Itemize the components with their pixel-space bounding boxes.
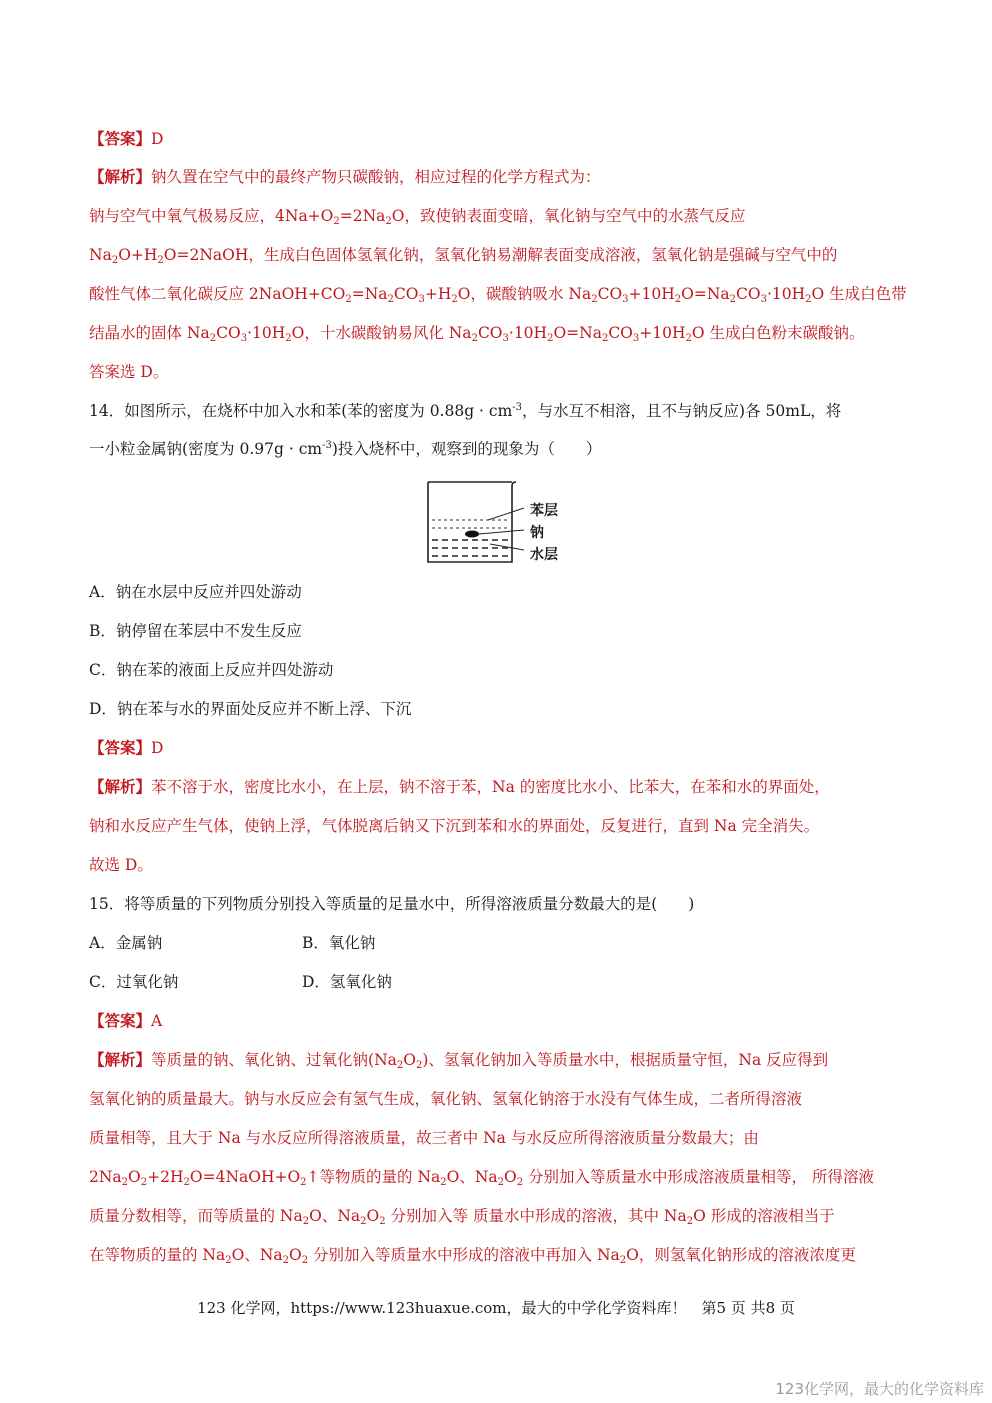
water-layer (432, 540, 508, 556)
leader-water (490, 544, 524, 550)
q13-analysis-line-4: 结晶水的固体 $Na_2CO_3\cdot 10H_2O$，十水碳酸钠易风化 $Na_2CO_3\cdot 10H_2O=Na_2CO_3+10H_2O$ 生成白色粉末碳酸钠。 (89, 324, 865, 344)
figure-label-benzene: 苯层 (530, 503, 558, 519)
q15-analysis-line-1: 【解析】等质量的钠、氧化钠、过氧化钠$(Na_2O_2)$、氢氧化钠加入等质量水中，根据质量守恒，Na 反应得到 (89, 1050, 829, 1071)
figure-label-sodium: 钠 (530, 525, 544, 541)
q14-stem-line-1: 14．如图所示，在烧杯中加入水和苯(苯的密度为 $0.88g \cdot cm^{-3}$，与水互不相溶，且不与钠反应)各 50mL，将 (89, 402, 842, 420)
q15-analysis-line-4: $2Na_2O_2+2H_2O=4NaOH+O_2↑$等物质的量的 $Na_2O$、$Na_2O_2$ 分别加入等质量水中形成溶液质量相等， 所得溶液 (89, 1168, 874, 1188)
q15-options-row-1 (89, 932, 162, 954)
q13-analysis-line-2: $Na_2O+H_2O=2NaOH$，生成白色固体氢氧化钠，氢氧化钠易潮解表面变成溶液，氢氧化钠是强碱与空气中的 (89, 246, 838, 266)
q15-analysis-line-6: 在等物质的量的 $Na_2O$、$Na_2O_2$ 分别加入等质量水中形成的溶液中再加入 $Na_2O$，则氢氧化钠形成的溶液浓度更 (89, 1246, 856, 1266)
q15-options-row-2 (89, 971, 178, 993)
leader-benzene (488, 508, 524, 520)
q15-option-b: B．氧化钠 (302, 934, 376, 952)
benzene-layer (432, 520, 508, 528)
q14-analysis-line-2: 钠和水反应产生气体，使钠上浮，气体脱离后钠又下沉到苯和水的界面处，反复进行，直到 Na 完全消失。 (89, 817, 820, 835)
q14-analysis-line-1: 【解析】苯不溶于水，密度比水小，在上层，钠不溶于苯，Na 的密度比水小、比苯大，在苯和水的界面处， (89, 777, 830, 796)
q15-option-c: C．过氧化钠 (89, 973, 179, 991)
page-footer: 123 化学网，https://www.123huaxue.com，最大的中学化学资料库！ 第5 页 共8 页 (197, 1299, 795, 1317)
q14-stem-line-2: 一小粒金属钠(密度为 $0.97g \cdot cm^{-3}$)投入烧杯中，观察到的现象为（ ） (89, 440, 602, 458)
q14-option-b: B．钠停留在苯层中不发生反应 (89, 622, 302, 640)
leader-sodium (479, 530, 524, 534)
q14-answer-line: 【答案】D (89, 738, 164, 757)
q13-analysis-line-1: 钠与空气中氧气极易反应，$4Na+O_2=2Na_2O$，致使钠表面变暗，氧化钠与空气中的水蒸气反应 (89, 207, 746, 227)
q15-analysis-line-5: 质量分数相等，而等质量的 $Na_2O$、$Na_2O_2$ 分别加入等 质量水中形成的溶液，其中 $Na_2O$ 形成的溶液相当于 (89, 1207, 835, 1227)
q15-answer-line: 【答案】A (89, 1011, 163, 1030)
q14-option-a: A．钠在水层中反应并四处游动 (89, 583, 302, 601)
beaker-figure (420, 478, 580, 572)
sodium-piece (465, 531, 479, 538)
q15-analysis-line-2: 氢氧化钠的质量最大。钠与水反应会有氢气生成，氧化钠、氢氧化钠溶于水没有气体生成，二者所得溶液 (89, 1090, 803, 1108)
beaker-outline (428, 482, 516, 562)
watermark-text: 123化学网，最大的化学资料库 (775, 1380, 984, 1398)
q14-option-c: C．钠在苯的液面上反应并四处游动 (89, 661, 334, 679)
q13-analysis-intro: 【解析】钠久置在空气中的最终产物只碳酸钠，相应过程的化学方程式为： (89, 167, 601, 186)
q13-answer-line: 【答案】D (89, 129, 164, 148)
q14-conclusion: 故选 D。 (89, 856, 153, 874)
q14-option-d: D．钠在苯与水的界面处反应并不断上浮、下沉 (89, 700, 412, 718)
q15-analysis-line-3: 质量相等，且大于 Na 与水反应所得溶液质量，故三者中 Na 与水反应所得溶液质量分数最大；由 (89, 1129, 759, 1147)
q15-option-d: D．氢氧化钠 (302, 973, 392, 991)
q15-stem: 15．将等质量的下列物质分别投入等质量的足量水中，所得溶液质量分数最大的是( ) (89, 895, 695, 913)
q13-conclusion: 答案选 D。 (89, 363, 169, 381)
q13-analysis-line-3: 酸性气体二氧化碳反应 $2NaOH+CO_2=Na_2CO_3+H_2O$，碳酸钠吸水 $Na_2CO_3+10H_2O=Na_2CO_3\cdot 10H_2O$ 生成白色带 (89, 285, 907, 305)
figure-label-water: 水层 (530, 547, 558, 563)
q15-option-a: A．金属钠 (89, 934, 163, 952)
